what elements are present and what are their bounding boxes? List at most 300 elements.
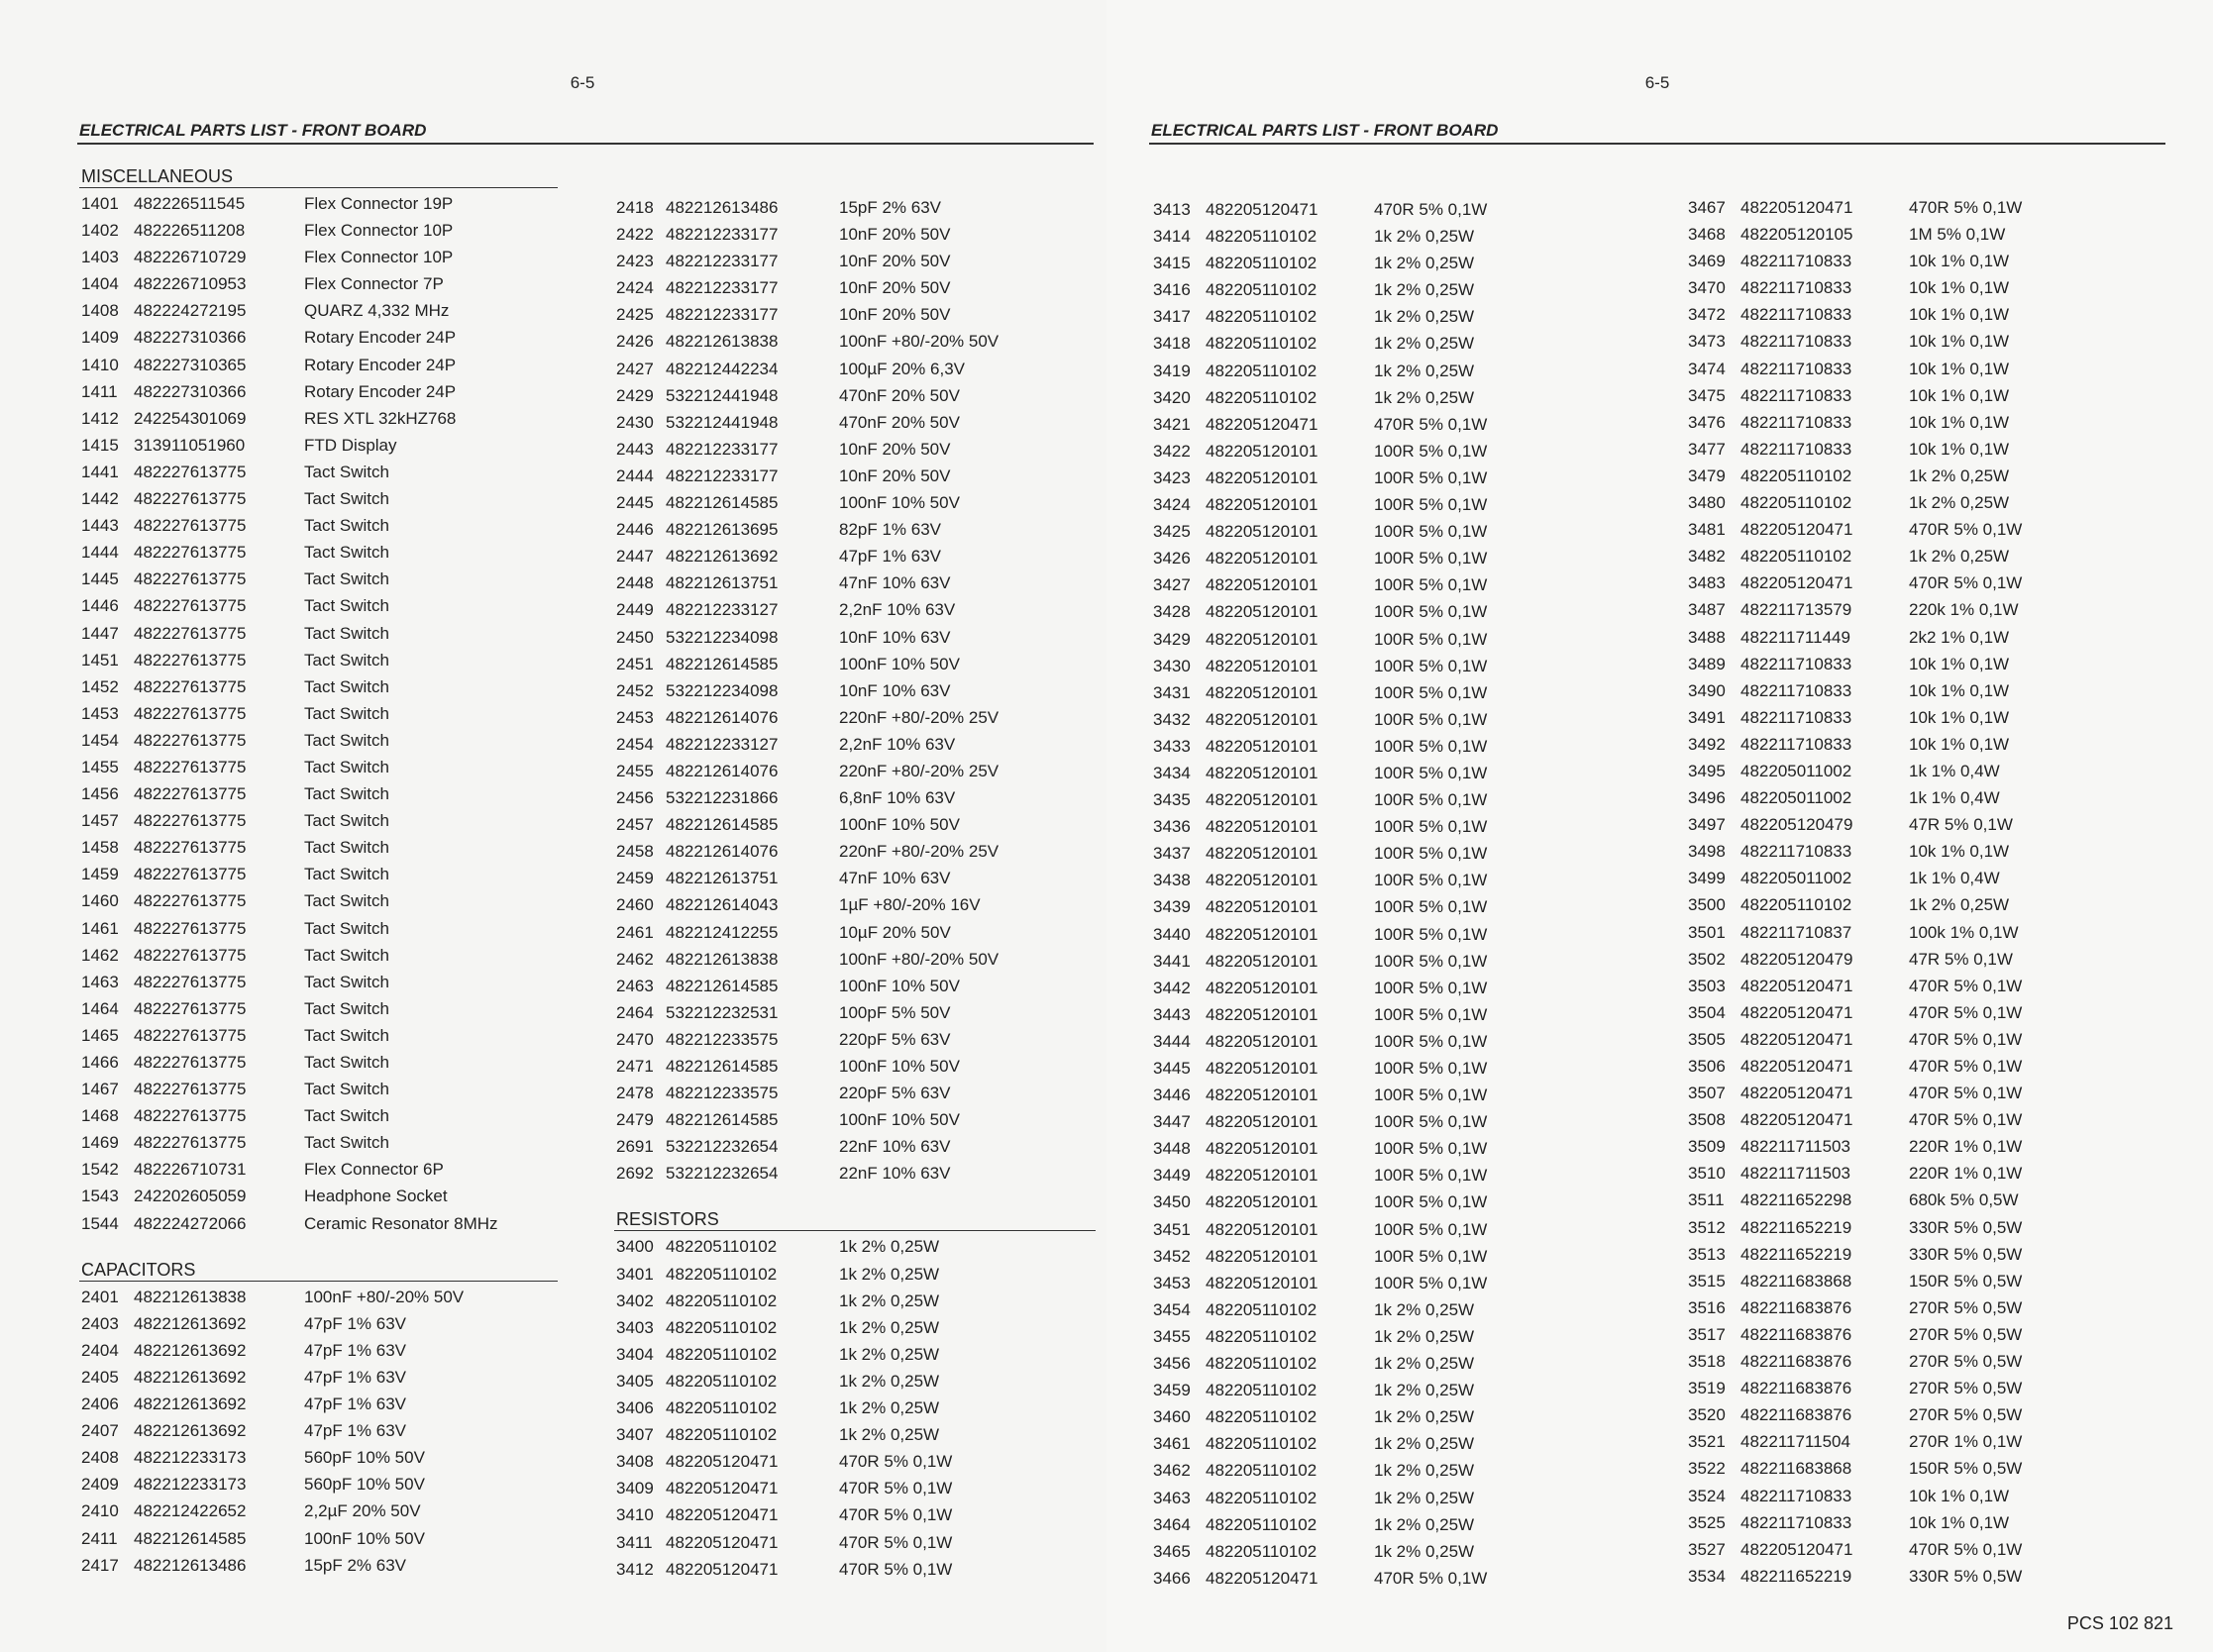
part-position: 2456 — [616, 788, 654, 808]
part-number: 482205120105 — [1740, 225, 1853, 245]
part-description: Tact Switch — [304, 730, 389, 750]
part-description: 1k 2% 0,25W — [1374, 1407, 1475, 1427]
part-row — [1151, 518, 1577, 545]
part-position: 2457 — [616, 815, 654, 835]
part-row — [614, 1368, 1096, 1394]
part-number: 482205120101 — [1206, 871, 1318, 890]
part-row — [1151, 276, 1577, 303]
part-row — [1686, 596, 2112, 623]
part-row — [1151, 384, 1577, 411]
part-row — [1151, 1511, 1577, 1538]
part-position: 3505 — [1688, 1029, 1726, 1049]
part-position: 3456 — [1153, 1354, 1191, 1374]
part-row — [79, 1337, 558, 1364]
part-description: Tact Switch — [304, 891, 389, 911]
part-description: 470R 5% 0,1W — [1909, 1539, 2023, 1559]
part-row — [79, 592, 558, 619]
part-row — [1686, 838, 2112, 865]
part-position: 3421 — [1153, 414, 1191, 434]
part-row — [79, 1417, 558, 1444]
part-description: 330R 5% 0,5W — [1909, 1566, 2023, 1586]
part-position: 1466 — [81, 1053, 119, 1072]
part-description: 100R 5% 0,1W — [1374, 1246, 1488, 1266]
part-description: 100nF 10% 50V — [304, 1528, 425, 1548]
part-number: 482205110102 — [1206, 1299, 1317, 1319]
part-row — [1686, 221, 2112, 248]
part-description: QUARZ 4,332 MHz — [304, 301, 450, 321]
part-description: Tact Switch — [304, 998, 389, 1018]
part-position: 2404 — [81, 1340, 119, 1360]
part-number: 482205120471 — [666, 1479, 779, 1498]
part-position: 2478 — [616, 1084, 654, 1103]
part-row — [614, 382, 1096, 409]
part-position: 3490 — [1688, 680, 1726, 700]
part-row — [614, 436, 1096, 463]
part-position: 3422 — [1153, 441, 1191, 461]
part-position: 3473 — [1688, 332, 1726, 352]
part-description: 1k 2% 0,25W — [1374, 387, 1475, 407]
part-description: 1k 2% 0,25W — [839, 1398, 940, 1418]
part-number: 482205110102 — [666, 1371, 778, 1391]
part-row — [79, 1210, 558, 1237]
part-position: 2407 — [81, 1421, 119, 1441]
part-description: 100k 1% 0,1W — [1909, 922, 2019, 942]
part-number: 482227613775 — [134, 838, 247, 858]
part-number: 482226710731 — [134, 1160, 247, 1180]
part-description: Tact Switch — [304, 1106, 389, 1126]
part-position: 1410 — [81, 355, 119, 374]
part-description: 1k 2% 0,25W — [839, 1237, 940, 1257]
part-description: 100R 5% 0,1W — [1374, 656, 1488, 675]
part-position: 1463 — [81, 972, 119, 991]
part-row — [614, 1080, 1096, 1106]
part-number: 482205120101 — [1206, 522, 1318, 542]
part-number: 482205120101 — [1206, 549, 1318, 568]
part-number: 532212232654 — [666, 1164, 779, 1184]
part-description: 100R 5% 0,1W — [1374, 1085, 1488, 1105]
part-number: 482211652219 — [1740, 1566, 1852, 1586]
part-description: 1k 2% 0,25W — [1909, 465, 2010, 485]
part-description: 100R 5% 0,1W — [1374, 441, 1488, 461]
part-position: 2452 — [616, 680, 654, 700]
part-number: 482212613692 — [134, 1394, 247, 1414]
part-position: 3522 — [1688, 1459, 1726, 1479]
part-number: 482205110102 — [666, 1344, 778, 1364]
part-position: 2461 — [616, 922, 654, 942]
part-description: 1k 2% 0,25W — [839, 1291, 940, 1310]
part-row — [1151, 626, 1577, 653]
part-row — [79, 1471, 558, 1497]
part-number: 482227613775 — [134, 623, 247, 643]
part-description: 47pF 1% 63V — [304, 1313, 407, 1333]
part-position: 2417 — [81, 1555, 119, 1575]
part-description: 1k 2% 0,25W — [1909, 895, 2010, 915]
part-position: 2479 — [616, 1110, 654, 1130]
part-row — [614, 1448, 1096, 1475]
part-row — [614, 1421, 1096, 1448]
part-position: 3521 — [1688, 1432, 1726, 1452]
part-description: 100R 5% 0,1W — [1374, 924, 1488, 944]
part-position: 3402 — [616, 1291, 654, 1310]
part-description: Tact Switch — [304, 569, 389, 589]
part-position: 1442 — [81, 489, 119, 509]
part-row — [614, 463, 1096, 489]
part-position: 3524 — [1688, 1486, 1726, 1505]
parts-section — [79, 165, 558, 1237]
parts-section — [614, 1187, 1096, 1582]
part-number: 482205120101 — [1206, 441, 1318, 461]
part-row — [1151, 975, 1577, 1001]
part-position: 3443 — [1153, 1004, 1191, 1024]
part-position: 3414 — [1153, 227, 1191, 247]
part-position: 1451 — [81, 650, 119, 670]
part-row — [1151, 1350, 1577, 1377]
part-position: 3434 — [1153, 763, 1191, 782]
part-row — [614, 1394, 1096, 1421]
part-number: 482212613486 — [134, 1555, 247, 1575]
part-position: 3525 — [1688, 1512, 1726, 1532]
part-position: 2455 — [616, 761, 654, 780]
part-number: 482212614076 — [666, 842, 779, 862]
part-description: 10nF 20% 50V — [839, 278, 951, 298]
part-position: 2408 — [81, 1448, 119, 1468]
part-number: 482224272066 — [134, 1213, 247, 1233]
part-row — [79, 217, 558, 244]
part-row — [79, 1391, 558, 1417]
part-description: 1k 2% 0,25W — [1374, 1381, 1475, 1400]
part-number: 482227613775 — [134, 1053, 247, 1072]
part-number: 482205011002 — [1740, 869, 1852, 888]
parts-section — [79, 1237, 558, 1579]
part-position: 2424 — [616, 278, 654, 298]
part-position: 2470 — [616, 1029, 654, 1049]
part-description: 220k 1% 0,1W — [1909, 600, 2019, 620]
part-number: 482212613692 — [134, 1367, 247, 1387]
part-number: 482205120471 — [1740, 976, 1853, 995]
part-number: 482205110102 — [1206, 1514, 1317, 1534]
part-number: 482227310366 — [134, 328, 247, 348]
part-position: 3404 — [616, 1344, 654, 1364]
part-description: 330R 5% 0,5W — [1909, 1244, 2023, 1264]
part-row — [614, 1501, 1096, 1528]
part-row — [79, 324, 558, 351]
part-position: 3503 — [1688, 976, 1726, 995]
part-position: 3428 — [1153, 602, 1191, 622]
part-position: 2409 — [81, 1475, 119, 1495]
part-number: 482205120101 — [1206, 602, 1318, 622]
part-number: 482205110102 — [1206, 1434, 1317, 1454]
part-row — [1151, 760, 1577, 786]
part-number: 482212422652 — [134, 1501, 247, 1521]
part-position: 3479 — [1688, 465, 1726, 485]
part-number: 482205110102 — [666, 1425, 778, 1445]
part-number: 482212613692 — [134, 1421, 247, 1441]
part-row — [79, 995, 558, 1022]
part-description: 100R 5% 0,1W — [1374, 1192, 1488, 1212]
part-number: 482205110102 — [1206, 1407, 1317, 1427]
part-row — [1151, 733, 1577, 760]
part-position: 3459 — [1153, 1381, 1191, 1400]
part-row — [79, 566, 558, 592]
part-description: 470nF 20% 50V — [839, 412, 960, 432]
part-position: 2426 — [616, 332, 654, 352]
part-number: 482211711504 — [1740, 1432, 1850, 1452]
part-description: Tact Switch — [304, 865, 389, 884]
part-position: 3439 — [1153, 897, 1191, 917]
part-row — [1151, 358, 1577, 384]
part-description: 470R 5% 0,1W — [1374, 200, 1488, 219]
part-position: 1408 — [81, 301, 119, 321]
part-description: 100R 5% 0,1W — [1374, 1219, 1488, 1239]
part-row — [1151, 411, 1577, 438]
part-number: 482227613775 — [134, 972, 247, 991]
part-description: 1k 2% 0,25W — [1374, 361, 1475, 380]
part-position: 3491 — [1688, 707, 1726, 727]
part-position: 3425 — [1153, 522, 1191, 542]
part-row — [1151, 1028, 1577, 1055]
part-row — [1151, 921, 1577, 948]
part-position: 1445 — [81, 569, 119, 589]
part-position: 3453 — [1153, 1273, 1191, 1292]
part-number: 482211683868 — [1740, 1271, 1852, 1291]
part-position: 1415 — [81, 435, 119, 455]
part-number: 482211710833 — [1740, 439, 1852, 459]
part-number: 482205120101 — [1206, 951, 1318, 971]
part-number: 482211652219 — [1740, 1217, 1852, 1237]
part-position: 2454 — [616, 734, 654, 754]
part-row — [79, 727, 558, 754]
part-number: 482212614585 — [666, 815, 779, 835]
part-number: 482227613775 — [134, 945, 247, 965]
part-position: 3437 — [1153, 844, 1191, 864]
part-position: 1444 — [81, 543, 119, 563]
part-position: 3416 — [1153, 280, 1191, 300]
part-row — [1686, 194, 2112, 221]
part-row — [614, 811, 1096, 838]
document-code: PCS 102 821 — [2066, 1613, 2173, 1633]
part-description: 1k 2% 0,25W — [1374, 254, 1475, 273]
part-row — [79, 673, 558, 700]
part-number: 482212233127 — [666, 734, 779, 754]
part-description: 47pF 1% 63V — [304, 1394, 407, 1414]
part-number: 482212613838 — [666, 949, 779, 969]
part-position: 3465 — [1153, 1541, 1191, 1561]
part-row — [79, 861, 558, 887]
part-row — [614, 704, 1096, 731]
part-row — [1151, 653, 1577, 679]
part-number: 482205120101 — [1206, 844, 1318, 864]
part-number: 482205120101 — [1206, 978, 1318, 997]
part-position: 3468 — [1688, 225, 1726, 245]
part-position: 3488 — [1688, 627, 1726, 647]
part-number: 482205110102 — [1206, 307, 1317, 327]
part-position: 3406 — [616, 1398, 654, 1418]
part-position: 1455 — [81, 757, 119, 776]
part-number: 532212232654 — [666, 1137, 779, 1157]
part-description: 2,2nF 10% 63V — [839, 734, 956, 754]
part-description: 10nF 10% 63V — [839, 680, 951, 700]
part-description: 470R 5% 0,1W — [1909, 198, 2023, 217]
part-number: 482205120101 — [1206, 1166, 1318, 1186]
part-row — [1151, 840, 1577, 867]
part-position: 3431 — [1153, 682, 1191, 702]
part-number: 482205110102 — [1206, 1541, 1317, 1561]
part-row — [1151, 1243, 1577, 1270]
part-position: 2449 — [616, 600, 654, 620]
part-number: 482212613486 — [666, 198, 779, 217]
part-description: 470R 5% 0,1W — [1909, 1057, 2023, 1076]
part-description: 470R 5% 0,1W — [1374, 1568, 1488, 1588]
part-description: 560pF 10% 50V — [304, 1448, 425, 1468]
part-row — [1151, 1430, 1577, 1457]
part-row — [79, 244, 558, 270]
part-number: 482211710833 — [1740, 278, 1852, 298]
part-row — [79, 1049, 558, 1076]
part-description: 10k 1% 0,1W — [1909, 278, 2010, 298]
part-description: 47R 5% 0,1W — [1909, 949, 2013, 969]
part-row — [1151, 679, 1577, 706]
part-number: 482211710833 — [1740, 842, 1852, 862]
part-position: 3423 — [1153, 467, 1191, 487]
part-row — [614, 1556, 1096, 1583]
part-description: 1k 2% 0,25W — [1374, 280, 1475, 300]
part-number: 482212233575 — [666, 1029, 779, 1049]
part-row — [1686, 1375, 2112, 1401]
part-position: 3510 — [1688, 1164, 1726, 1184]
part-row — [79, 915, 558, 942]
part-position: 2406 — [81, 1394, 119, 1414]
section-heading: RESISTORS — [614, 1208, 1096, 1231]
part-number: 532212231866 — [666, 788, 779, 808]
part-position: 2427 — [616, 359, 654, 378]
part-position: 3433 — [1153, 736, 1191, 756]
part-position: 2410 — [81, 1501, 119, 1521]
part-row — [1151, 465, 1577, 491]
part-number: 482205120101 — [1206, 924, 1318, 944]
part-description: 6,8nF 10% 63V — [839, 788, 956, 808]
part-position: 2691 — [616, 1137, 654, 1157]
part-position: 2447 — [616, 547, 654, 567]
part-position: 1462 — [81, 945, 119, 965]
part-position: 1447 — [81, 623, 119, 643]
part-row — [614, 1053, 1096, 1080]
part-description: 1µF +80/-20% 16V — [839, 895, 981, 915]
part-description: 100nF +80/-20% 50V — [304, 1287, 465, 1306]
part-description: 1k 1% 0,4W — [1909, 788, 2000, 808]
part-row — [614, 516, 1096, 543]
part-row — [79, 459, 558, 485]
part-description: 10k 1% 0,1W — [1909, 707, 2010, 727]
part-row — [614, 999, 1096, 1026]
part-description: 100nF 10% 50V — [839, 654, 960, 673]
part-row — [614, 758, 1096, 784]
part-number: 482211710833 — [1740, 359, 1852, 378]
part-row — [614, 946, 1096, 973]
part-row — [1686, 811, 2112, 838]
part-description: 100R 5% 0,1W — [1374, 951, 1488, 971]
part-description: 2k2 1% 0,1W — [1909, 627, 2010, 647]
part-row — [1151, 1055, 1577, 1082]
part-row — [614, 651, 1096, 677]
page-title: ELECTRICAL PARTS LIST - FRONT BOARD — [1151, 121, 1499, 140]
parts-column — [79, 165, 558, 1579]
part-position: 3445 — [1153, 1059, 1191, 1078]
part-description: 47nF 10% 63V — [839, 573, 951, 593]
part-position: 3497 — [1688, 815, 1726, 835]
part-row — [79, 834, 558, 861]
part-position: 3470 — [1688, 278, 1726, 298]
part-description: 10k 1% 0,1W — [1909, 734, 2010, 754]
part-description: Tact Switch — [304, 1133, 389, 1153]
part-number: 482211710833 — [1740, 385, 1852, 405]
part-row — [1151, 1108, 1577, 1135]
part-number: 482205110102 — [666, 1264, 778, 1284]
part-position: 1452 — [81, 676, 119, 696]
part-description: 82pF 1% 63V — [839, 520, 942, 540]
part-row — [1151, 1001, 1577, 1028]
part-position: 3403 — [616, 1317, 654, 1337]
part-number: 482212613838 — [134, 1287, 247, 1306]
part-description: Flex Connector 10P — [304, 221, 454, 241]
part-row — [1686, 1321, 2112, 1348]
part-row — [1686, 1241, 2112, 1268]
part-position: 3517 — [1688, 1324, 1726, 1344]
part-row — [79, 1076, 558, 1102]
part-position: 2471 — [616, 1057, 654, 1076]
part-position: 3498 — [1688, 842, 1726, 862]
part-number: 482205110102 — [1740, 465, 1852, 485]
part-number: 482212614585 — [666, 1110, 779, 1130]
part-description: 100R 5% 0,1W — [1374, 522, 1488, 542]
part-number: 482212613692 — [666, 547, 779, 567]
part-row — [1686, 301, 2112, 328]
part-position: 3447 — [1153, 1112, 1191, 1132]
part-position: 1453 — [81, 703, 119, 723]
part-number: 482205110102 — [666, 1317, 778, 1337]
part-row — [1686, 516, 2112, 543]
part-row — [79, 1183, 558, 1209]
part-row — [79, 780, 558, 807]
part-row — [614, 1314, 1096, 1341]
part-number: 482205120101 — [1206, 467, 1318, 487]
part-row — [614, 1529, 1096, 1556]
part-number: 482205120101 — [1206, 1273, 1318, 1292]
part-row — [79, 1284, 558, 1310]
part-position: 3501 — [1688, 922, 1726, 942]
part-position: 3496 — [1688, 788, 1726, 808]
part-position: 3449 — [1153, 1166, 1191, 1186]
part-position: 3419 — [1153, 361, 1191, 380]
part-number: 482211652219 — [1740, 1244, 1852, 1264]
part-description: 1k 2% 0,25W — [1374, 1354, 1475, 1374]
part-number: 482211683876 — [1740, 1324, 1852, 1344]
part-row — [1686, 704, 2112, 731]
part-number: 482205110102 — [666, 1291, 778, 1310]
part-position: 2462 — [616, 949, 654, 969]
part-row — [1686, 946, 2112, 973]
part-position: 3487 — [1688, 600, 1726, 620]
part-number: 482212233177 — [666, 439, 779, 459]
part-row — [1686, 1080, 2112, 1106]
part-position: 2411 — [81, 1528, 118, 1548]
part-position: 1403 — [81, 248, 119, 267]
part-number: 482227613775 — [134, 596, 247, 616]
part-description: 2,2nF 10% 63V — [839, 600, 956, 620]
part-position: 1401 — [81, 194, 119, 213]
part-position: 3489 — [1688, 654, 1726, 673]
part-description: 47pF 1% 63V — [304, 1421, 407, 1441]
part-description: Tact Switch — [304, 784, 389, 804]
